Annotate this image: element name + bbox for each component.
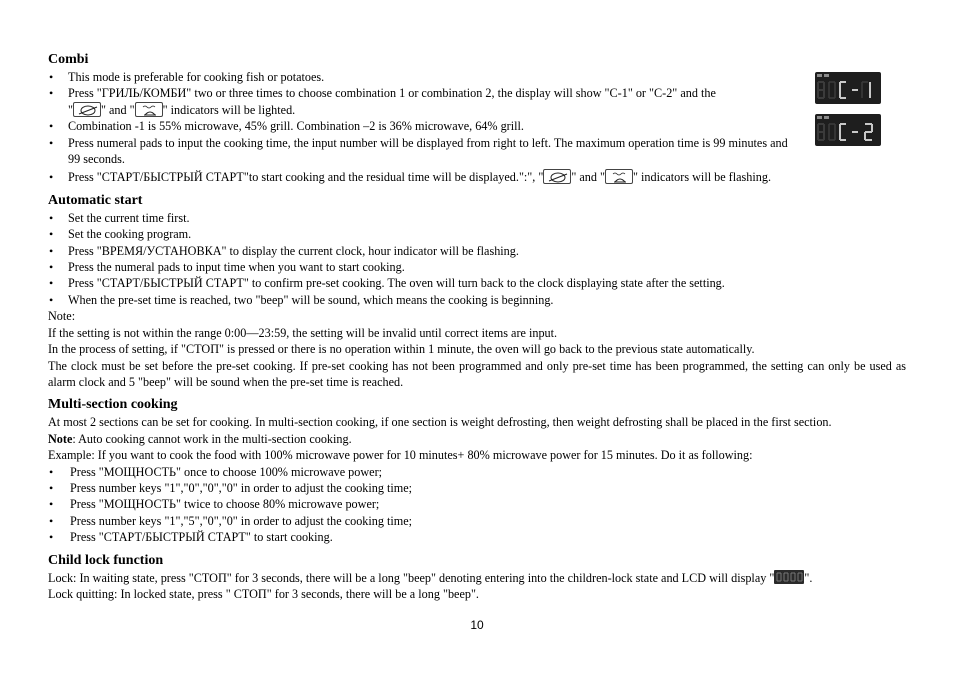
multi-section-list (48, 464, 906, 546)
lock-text-b: ". (804, 570, 813, 585)
combi-list (48, 69, 906, 186)
list-item-text: Press "ГРИЛЬ/КОМБИ" two or three times to choose combination 1 or combination 2, the display will show "C-1" or "C-2" and the (68, 86, 716, 101)
list-item (48, 513, 906, 529)
microwave-indicator-icon (73, 102, 101, 117)
multi-section-heading: Multi-section cooking (48, 397, 178, 413)
list-item-text: Press "СТАРТ/БЫСТРЫЙ СТАРТ" to confirm pre-set cooking. The oven will turn back to the clock displaying state after the setting. (68, 276, 725, 291)
note-label: Note: (48, 309, 76, 324)
list-item (48, 259, 906, 275)
example-text: Example: If you want to cook the food with 100% microwave power for 10 minutes+ 80% microwave power for 15 minutes. Do it as following: (48, 448, 753, 463)
list-item (48, 243, 906, 259)
quote-text: " and " (571, 170, 605, 185)
grill-indicator-icon (605, 169, 633, 184)
lock-display-icon (774, 570, 804, 584)
list-item (48, 275, 906, 291)
list-item (48, 118, 906, 134)
list-item (48, 135, 906, 168)
list-item-text: Press the numeral pads to input time when you want to start cooking. (68, 260, 405, 275)
list-item-text: Press "СТАРТ/БЫСТРЫЙ СТАРТ"to start cooking and the residual time will be displayed.":", " (68, 170, 544, 185)
list-item (48, 85, 906, 118)
multi-intro-text: At most 2 sections can be set for cooking. In multi-section cooking, if one section is weight defrosting, then weight defrosting shall be placed in the first section. (48, 415, 832, 430)
list-item-text: Press number keys "1","5","0","0" in order to adjust the cooking time; (70, 513, 413, 528)
list-item-text: Set the current time first. (68, 210, 190, 225)
list-item (48, 496, 906, 512)
note-text: If the setting is not within the range 0:00—23:59, the setting will be invalid until correct items are input. (48, 325, 558, 340)
page-number: 10 (470, 618, 484, 632)
automatic-start-list (48, 210, 906, 308)
list-item-text: Combination -1 is 55% microwave, 45% grill. Combination –2 is 36% microwave, 64% grill. (68, 119, 524, 134)
child-lock-heading: Child lock function (48, 552, 164, 568)
list-item (48, 69, 906, 85)
list-item-text: Press "ВРЕМЯ/УСТАНОВКА" to display the current clock, hour indicator will be flashing. (68, 243, 519, 258)
lock-text-a: Lock: In waiting state, press "СТОП" for 3 seconds, there will be a long "beep" denoting entering into the children-lock state and LCD will display " (48, 570, 775, 585)
quote-text: " and " (100, 102, 135, 117)
lock-quit-text: Lock quitting: In locked state, press " СТОП" for 3 seconds, there will be a long "beep". (48, 586, 479, 601)
list-item-text: Press "МОЩНОСТЬ" twice to choose 80% microwave power; (70, 497, 380, 512)
grill-indicator-icon (135, 102, 163, 117)
lock-text (48, 570, 906, 586)
list-item-text: This mode is preferable for cooking fish or potatoes. (68, 70, 325, 84)
list-item (48, 480, 906, 496)
list-item-text: Press "СТАРТ/БЫСТРЫЙ СТАРТ" to start cooking. (70, 530, 333, 545)
list-item (48, 169, 906, 185)
automatic-start-heading: Automatic start (48, 192, 143, 208)
note-text: The clock must be set before the pre-set cooking. If pre-set cooking has not been programmed and only pre-set time has been programmed, the setting can only be used as alarm clock and 5 "beep" will be sound when the pre-set time is reached. (48, 358, 906, 389)
note-label: Note (48, 431, 73, 446)
list-item-text: Press number keys "1","0","0","0" in order to adjust the cooking time; (70, 480, 413, 495)
list-item-text: Press numeral pads to input the cooking time, the input number will be displayed from right to left. The maximum operation time is 99 minutes and 99 seconds. (68, 135, 788, 167)
list-item-text: " indicators will be lighted. (162, 102, 296, 117)
note-text: : Auto cooking cannot work in the multi-section cooking. (72, 431, 352, 446)
list-item-text: " indicators will be flashing. (633, 170, 771, 185)
list-item (48, 226, 906, 242)
list-item-text: When the pre-set time is reached, two "beep" will be sound, which means the cooking is beginning. (68, 292, 554, 307)
list-item (48, 292, 906, 308)
list-item-text: Press "МОЩНОСТЬ" once to choose 100% microwave power; (70, 464, 383, 479)
combi-heading: Combi (48, 52, 89, 67)
note-text: In the process of setting, if "СТОП" is pressed or there is no operation within 1 minute, the oven will go back to the previous state automatically. (48, 342, 755, 357)
microwave-indicator-icon (543, 169, 571, 184)
list-item (48, 210, 906, 226)
list-item-text: Set the cooking program. (68, 227, 192, 242)
list-item (48, 529, 906, 545)
list-item (48, 464, 906, 480)
quote-text: " (68, 102, 73, 117)
manual-page (48, 50, 906, 602)
multi-note (48, 431, 906, 447)
